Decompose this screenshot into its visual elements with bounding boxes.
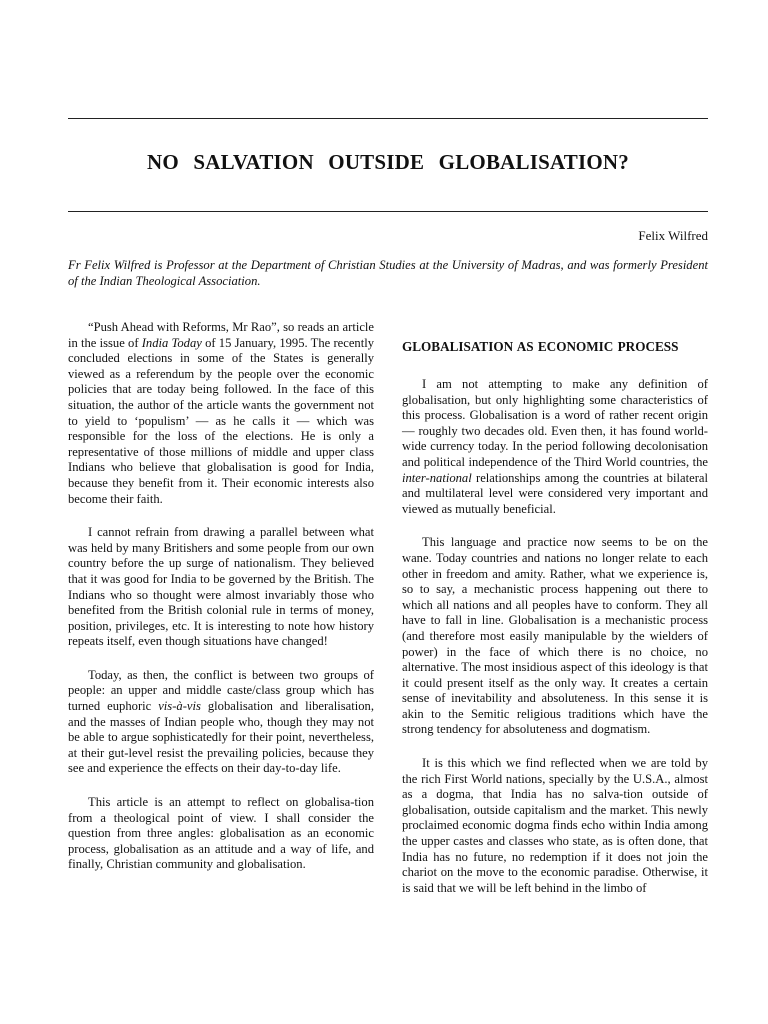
- right-p1-text-b: relationships among the countries at bilateral and multilateral level were considered very important and viewed as mutually beneficial.: [402, 470, 708, 516]
- italic-phrase-vis-a-vis: vis-à-vis: [158, 699, 201, 714]
- top-rule: [68, 118, 708, 119]
- left-p1-text-b: of 15 January, 1995. The recently concluded elections in some of the States is generally viewed as a referendum by the people over the economic policies that are today being followed. In the face of this situation, the author of the article wants the government not to yield to ‘populism’ — as he calls it — which was responsible for the loss of the elections. He is only a representative of those millions of middle and upper class Indians who believe that globalisation is good for India, because they benefit from it. Their economic interests also become their faith.: [68, 335, 374, 506]
- section-heading: GLOBALISATION AS ECONOMIC PROCESS: [402, 339, 679, 354]
- author-bio: Fr Felix Wilfred is Professor at the Department of Christian Studies at the University of Madras, and was formerly President of the Indian Theological Association.: [68, 258, 708, 288]
- right-paragraph-2: This language and practice now seems to be on the wane. Today countries and nations no longer relate to each other in freedom and amity. Rather, what we experience is, so to say, a mechanistic process happening out there to which all nations and all peoples have to conform. They all have to fall in line. Globalisation is a mechanistic process (and therefore most easily manipulable by the wielders of power) in the face of which there is no choice, no alternative. The most insidious aspect of this ideology is that it could present itself as the only way. It creates a certain sense of inevitability and absoluteness. In this sense it is akin to the Semitic religious traditions which have the strong tendency for absoluteness and dogmatism.: [402, 535, 708, 737]
- right-p1-text-a: I am not attempting to make any definition of globalisation, but only highlighting some characteristics of this process. Globalisation is a word of rather recent origin — roughly two decades old. Even then, it has found world-wide currency today. In the period following decolonisation and political independence of the Third World countries, the: [402, 377, 708, 469]
- left-p1-text-a: “Push Ahead with Reforms, Mr Rao”, so reads an article in the issue of: [68, 320, 374, 350]
- article-title: NO SALVATION OUTSIDE GLOBALISATION?: [147, 150, 629, 174]
- left-p3-text-b: globalisation and liberalisation, and the masses of Indian people who, though they may not be able to argue sophisticatedly for their point, nevertheless, at their gut-level resist the prevailing policies, because they see and experience the effects on their day-to-day life.: [68, 699, 374, 776]
- left-paragraph-4: This article is an attempt to reflect on globalisa-tion from a theological point of view. I shall consider the question from three angles: globalisation as an economic process, globalisation as an attitude and a way of life, and finally, Christian community and globalisation.: [68, 795, 374, 872]
- author-name: Felix Wilfred: [638, 228, 708, 243]
- left-paragraph-1: [68, 320, 374, 507]
- left-paragraph-2: I cannot refrain from drawing a parallel between what was held by many Britishers and some people from our own country before the up surge of nationalism. They believed that it was good for India to be governed by the British. The Indians who so thought were almost invariably those who benefited from the British colonial rule in terms of money, position, privileges, etc. It is interesting to note how history repeats itself, even though situations have changed!: [68, 525, 374, 649]
- magazine-title: India Today: [141, 335, 202, 350]
- title-bottom-rule: [68, 211, 708, 212]
- left-column: [68, 320, 374, 891]
- right-paragraph-1: [402, 377, 708, 517]
- left-p3-text-a: Today, as then, the conflict is between two groups of people: an upper and middle caste/class group which has turned euphoric: [68, 667, 374, 714]
- right-column: [402, 338, 708, 914]
- italic-term-inter-national: inter-national: [402, 470, 472, 485]
- left-paragraph-3: [68, 668, 374, 777]
- right-paragraph-3: It is this which we find reflected when we are told by the rich First World nations, specially by the U.S.A., almost as a dogma, that India has no salva-tion outside of globalisation, outside capitalism and the market. This newly proclaimed economic dogma finds echo within India among the upper castes and classes who state, as is often done, that India has no future, no redemption if it does not join the chariot on the move to the economic paradise. Otherwise, it is said that we will be left behind in the limbo of: [402, 756, 708, 895]
